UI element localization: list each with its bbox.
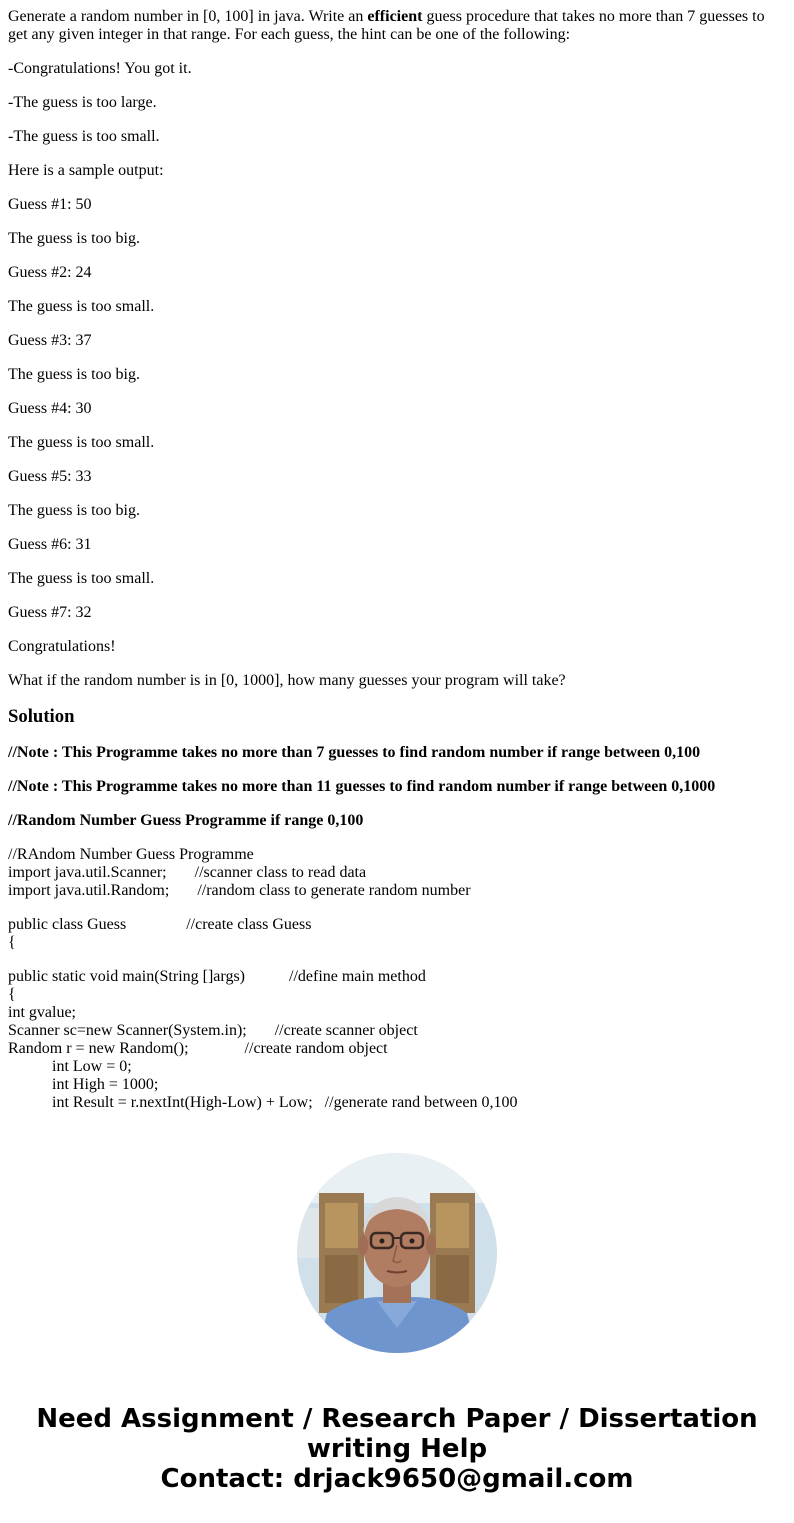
sample-line: The guess is too small. xyxy=(8,298,155,315)
code-line: public class Guess //create class Guess xyxy=(8,916,312,933)
sample-line: Guess #2: 24 xyxy=(8,264,92,281)
code-line: Random r = new Random(); //create random object xyxy=(8,1040,388,1057)
hint-line: -The guess is too small. xyxy=(8,128,160,145)
question-intro xyxy=(8,8,786,44)
document-body xyxy=(8,8,786,1128)
sample-line: The guess is too big. xyxy=(8,230,140,247)
intro-text-start: Generate a random number in [0, 100] in java. Write an xyxy=(8,8,368,25)
footer-contact-email: Contact: drjack9650@gmail.com xyxy=(160,1464,634,1494)
code-line: import java.util.Random; //random class to generate random number xyxy=(8,882,471,899)
avatar xyxy=(297,1153,497,1353)
code-line: //RAndom Number Guess Programme xyxy=(8,846,254,863)
solution-note: //Random Number Guess Programme if range 0,100 xyxy=(8,812,364,829)
hint-line: -The guess is too large. xyxy=(8,94,157,111)
sample-line: Guess #5: 33 xyxy=(8,468,92,485)
sample-line: The guess is too big. xyxy=(8,366,140,383)
sample-line: Guess #6: 31 xyxy=(8,536,92,553)
code-line: int Result = r.nextInt(High-Low) + Low; //generate rand between 0,100 xyxy=(8,1094,518,1111)
code-line: public static void main(String []args) //define main method xyxy=(8,968,426,985)
code-block-imports xyxy=(8,846,786,900)
followup-question: What if the random number is in [0, 1000], how many guesses your program will take? xyxy=(8,672,566,689)
contact-footer xyxy=(0,1404,794,1494)
sample-line: Guess #4: 30 xyxy=(8,400,92,417)
code-block-main xyxy=(8,968,786,1112)
avatar-portrait-image xyxy=(297,1153,497,1353)
sample-line: Congratulations! xyxy=(8,638,116,655)
sample-line: The guess is too small. xyxy=(8,570,155,587)
solution-note: //Note : This Programme takes no more than 7 guesses to find random number if range between 0,100 xyxy=(8,744,701,761)
code-line: int gvalue; xyxy=(8,1004,76,1021)
intro-text-end: guess procedure that takes no more than 7 guesses to get any given integer in that range. For each guess, the hint can be one of the following: xyxy=(8,8,765,43)
footer-line: Need Assignment / Research Paper / Dissertation xyxy=(36,1404,758,1434)
code-line: { xyxy=(8,986,16,1003)
code-line: import java.util.Scanner; //scanner class to read data xyxy=(8,864,367,881)
code-line: { xyxy=(8,934,16,951)
code-block-class xyxy=(8,916,786,952)
sample-line: The guess is too big. xyxy=(8,502,140,519)
code-line: Scanner sc=new Scanner(System.in); //create scanner object xyxy=(8,1022,418,1039)
hint-line: -Congratulations! You got it. xyxy=(8,60,192,77)
sample-line: Guess #1: 50 xyxy=(8,196,92,213)
solution-note: //Note : This Programme takes no more than 11 guesses to find random number if range between 0,1000 xyxy=(8,778,716,795)
sample-line: Guess #3: 37 xyxy=(8,332,92,349)
intro-bold-word: efficient xyxy=(367,8,423,25)
footer-line: writing Help xyxy=(306,1434,488,1464)
code-line: int High = 1000; xyxy=(8,1076,159,1093)
sample-label: Here is a sample output: xyxy=(8,162,164,179)
solution-heading: Solution xyxy=(8,706,75,727)
sample-line: Guess #7: 32 xyxy=(8,604,92,621)
sample-line: The guess is too small. xyxy=(8,434,155,451)
code-line: int Low = 0; xyxy=(8,1058,132,1075)
